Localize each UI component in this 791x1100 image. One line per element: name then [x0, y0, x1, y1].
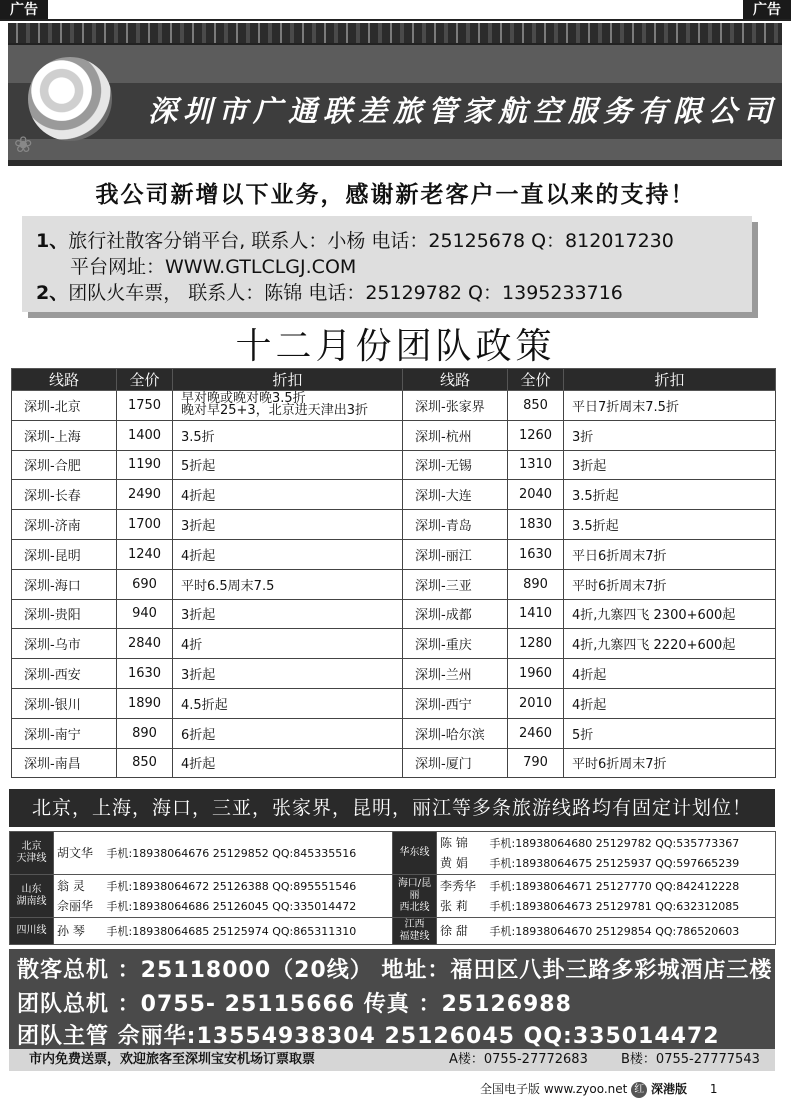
contact-group-row	[10, 832, 776, 875]
route-cell: 深圳-重庆	[403, 629, 508, 659]
price-cell: 1630	[508, 539, 564, 569]
discount-cell: 3折起	[173, 599, 403, 629]
company-logo-icon	[28, 57, 112, 141]
discount-cell: 平时6折周末7折	[564, 748, 776, 778]
services-box	[22, 216, 752, 312]
table-header-row	[12, 369, 776, 391]
header-price: 全价	[508, 369, 564, 391]
header-discount: 折扣	[173, 369, 403, 391]
service-text: 团队火车票， 联系人：陈锦 电话：25129782 Q：1395233716	[68, 282, 623, 304]
table-row	[12, 539, 776, 569]
contact-phone: 25126388	[212, 880, 269, 893]
service-item-2	[36, 280, 752, 306]
region-edition: 深港版	[651, 1082, 688, 1096]
contact-qq: QQ:597665239	[655, 857, 740, 870]
policy-table	[11, 368, 776, 778]
service-website: 平台网址：WWW.GTLCLGJ.COM	[70, 256, 357, 278]
discount-cell: 3.5折起	[564, 480, 776, 510]
contact-mobile: 手机:18938064686	[106, 900, 210, 913]
price-cell: 1310	[508, 450, 564, 480]
contact-qq: QQ:865311310	[272, 925, 357, 938]
table-row	[12, 510, 776, 540]
price-cell: 2840	[117, 629, 173, 659]
region-label: 华东线	[393, 832, 437, 875]
header-bottom-rule	[8, 160, 782, 166]
company-name: 深圳市广通联差旅管家航空服务有限公司	[148, 94, 779, 128]
discount-cell: 平日7折周末7.5折	[564, 391, 776, 421]
route-cell: 深圳-上海	[12, 420, 117, 450]
route-cell: 深圳-丽江	[403, 539, 508, 569]
contact-group-row	[10, 875, 776, 918]
top-rule	[0, 19, 791, 21]
contact-person	[57, 843, 389, 863]
contact-person	[57, 896, 389, 916]
header-route: 线路	[12, 369, 117, 391]
contact-name: 陈 锦	[440, 836, 468, 850]
table-row	[12, 748, 776, 778]
contact-name: 张 莉	[440, 899, 468, 913]
contact-people	[437, 832, 776, 875]
discount-cell: 5折起	[173, 450, 403, 480]
price-cell: 890	[117, 718, 173, 748]
contact-name: 翁 灵	[57, 879, 85, 893]
fixed-routes-banner: 北京，上海，海口，三亚，张家界，昆明，丽江等多条旅游线路均有固定计划位！	[9, 789, 775, 827]
contact-person	[440, 921, 772, 941]
price-cell: 2460	[508, 718, 564, 748]
contact-qq: QQ:845335516	[272, 847, 357, 860]
contact-phone: 25127770	[595, 880, 652, 893]
discount-cell: 3折起	[564, 450, 776, 480]
discount-cell: 4折起	[173, 539, 403, 569]
table-row	[12, 688, 776, 718]
price-cell: 890	[508, 569, 564, 599]
table-row	[12, 420, 776, 450]
contact-group-row	[10, 918, 776, 945]
flower-decoration-icon: ❀	[14, 133, 33, 158]
discount-cell: 平时6折周末7折	[564, 569, 776, 599]
header-price: 全价	[117, 369, 173, 391]
region-label: 江西 福建线	[393, 918, 437, 945]
delivery-note: 市内免费送票，欢迎旅客至深圳宝安机场订票取票	[29, 1052, 316, 1067]
discount-cell: 4折起	[564, 659, 776, 689]
route-cell: 深圳-厦门	[403, 748, 508, 778]
discount-cell: 4折起	[173, 480, 403, 510]
header-pattern	[8, 23, 782, 45]
price-cell: 1260	[508, 420, 564, 450]
contact-qq: QQ:895551546	[272, 880, 357, 893]
table-row	[12, 599, 776, 629]
route-cell: 深圳-大连	[403, 480, 508, 510]
contact-phone: 25125937	[595, 857, 652, 870]
building-a-phone: A楼：0755-27772683	[449, 1052, 588, 1067]
route-cell: 深圳-三亚	[403, 569, 508, 599]
route-cell: 深圳-北京	[12, 391, 117, 421]
contact-people	[437, 875, 776, 918]
contact-phone: 25126045	[212, 900, 269, 913]
price-cell: 1190	[117, 450, 173, 480]
price-cell: 690	[117, 569, 173, 599]
discount-cell: 4折起	[564, 688, 776, 718]
contact-people	[54, 875, 393, 918]
service-item-1	[36, 228, 752, 254]
table-row	[12, 659, 776, 689]
price-cell: 2010	[508, 688, 564, 718]
price-cell: 1750	[117, 391, 173, 421]
header-discount: 折扣	[564, 369, 776, 391]
table-row	[12, 718, 776, 748]
edition-badge-icon: 红	[631, 1082, 647, 1098]
route-cell: 深圳-哈尔滨	[403, 718, 508, 748]
route-cell: 深圳-长春	[12, 480, 117, 510]
contact-qq: QQ:786520603	[655, 925, 740, 938]
price-cell: 940	[117, 599, 173, 629]
route-cell: 深圳-张家界	[403, 391, 508, 421]
contact-person	[57, 876, 389, 896]
ticket-delivery-strip	[9, 1049, 775, 1071]
price-cell: 1890	[117, 688, 173, 718]
discount-cell: 早对晚或晚对晚3.5折 晚对早25+3，北京进天津出3折	[173, 391, 403, 421]
route-cell: 深圳-无锡	[403, 450, 508, 480]
service-number: 2、	[36, 282, 69, 304]
service-number: 1、	[36, 230, 69, 252]
group-hotline: 团队总机 ：0755- 25115666 传真 ：25126988	[17, 992, 572, 1017]
contact-qq: QQ:842412228	[655, 880, 740, 893]
contact-mobile: 手机:18938064672	[106, 880, 210, 893]
contact-people	[54, 918, 393, 945]
route-cell: 深圳-南宁	[12, 718, 117, 748]
headline: 我公司新增以下业务，感谢新老客户一直以来的支持！	[95, 182, 696, 208]
price-cell: 1410	[508, 599, 564, 629]
contact-person	[440, 833, 772, 853]
price-cell: 1630	[117, 659, 173, 689]
contact-name: 胡文华	[57, 846, 94, 860]
contact-mobile: 手机:18938064673	[489, 900, 593, 913]
contact-mobile: 手机:18938064680	[489, 837, 593, 850]
contact-phone: 25129854	[595, 925, 652, 938]
discount-cell: 3折	[564, 420, 776, 450]
route-cell: 深圳-西宁	[403, 688, 508, 718]
route-cell: 深圳-成都	[403, 599, 508, 629]
contact-mobile: 手机:18938064670	[489, 925, 593, 938]
contact-qq: QQ:632312085	[655, 900, 740, 913]
hotline-block	[9, 949, 775, 1049]
contact-name: 黄 娟	[440, 856, 468, 870]
discount-cell: 3.5折	[173, 420, 403, 450]
contact-mobile: 手机:18938064671	[489, 880, 593, 893]
route-cell: 深圳-青岛	[403, 510, 508, 540]
contact-person	[440, 853, 772, 873]
contact-phone: 25125974	[212, 925, 269, 938]
contact-qq: QQ:335014472	[272, 900, 357, 913]
contact-name: 徐 甜	[440, 924, 468, 938]
ad-label-left: 广告	[0, 0, 48, 20]
contact-name: 佘丽华	[57, 899, 94, 913]
company-header	[8, 23, 782, 166]
price-cell: 790	[508, 748, 564, 778]
discount-cell: 4.5折起	[173, 688, 403, 718]
route-cell: 深圳-杭州	[403, 420, 508, 450]
table-row	[12, 450, 776, 480]
region-label: 四川线	[10, 918, 54, 945]
route-cell: 深圳-乌市	[12, 629, 117, 659]
route-cell: 深圳-合肥	[12, 450, 117, 480]
page-footer	[480, 1080, 718, 1098]
contact-phone: 25129852	[212, 847, 269, 860]
contact-name: 孙 琴	[57, 924, 85, 938]
contact-people	[54, 832, 393, 875]
discount-cell: 4折,九寨四飞 2300+600起	[564, 599, 776, 629]
route-cell: 深圳-昆明	[12, 539, 117, 569]
price-cell: 2040	[508, 480, 564, 510]
contact-mobile: 手机:18938064675	[489, 857, 593, 870]
route-cell: 深圳-海口	[12, 569, 117, 599]
route-cell: 深圳-兰州	[403, 659, 508, 689]
contact-person	[440, 896, 772, 916]
route-cell: 深圳-南昌	[12, 748, 117, 778]
price-cell: 1400	[117, 420, 173, 450]
discount-cell: 3折起	[173, 659, 403, 689]
contact-name: 李秀华	[440, 879, 477, 893]
price-cell: 1700	[117, 510, 173, 540]
individual-hotline: 散客总机 ：25118000（20线） 地址：福田区八卦三路多彩城酒店三楼	[17, 958, 773, 983]
price-cell: 1240	[117, 539, 173, 569]
contact-person	[57, 921, 389, 941]
discount-cell: 平时6.5周末7.5	[173, 569, 403, 599]
service-text: 旅行社散客分销平台, 联系人：小杨 电话：25125678 Q：812017230	[68, 230, 674, 252]
price-cell: 850	[117, 748, 173, 778]
contacts-table	[9, 831, 776, 945]
price-cell: 1960	[508, 659, 564, 689]
contact-qq: QQ:535773367	[655, 837, 740, 850]
price-cell: 1280	[508, 629, 564, 659]
route-cell: 深圳-西安	[12, 659, 117, 689]
route-cell: 深圳-银川	[12, 688, 117, 718]
header-route: 线路	[403, 369, 508, 391]
page-number: 1	[709, 1082, 718, 1096]
price-cell: 2490	[117, 480, 173, 510]
contact-person	[440, 876, 772, 896]
contact-phone: 25129781	[595, 900, 652, 913]
price-cell: 1830	[508, 510, 564, 540]
price-cell: 850	[508, 391, 564, 421]
region-label: 山东 湖南线	[10, 875, 54, 918]
discount-cell: 5折	[564, 718, 776, 748]
table-row	[12, 569, 776, 599]
discount-cell: 4折,九寨四飞 2220+600起	[564, 629, 776, 659]
building-b-phone: B楼：0755-27777543	[621, 1052, 760, 1067]
table-row	[12, 480, 776, 510]
discount-cell: 平日6折周末7折	[564, 539, 776, 569]
group-manager: 团队主管 佘丽华:13554938304 25126045 QQ:335014472	[17, 1024, 720, 1049]
edition-label: 全国电子版 www.zyoo.net	[480, 1082, 628, 1096]
table-row	[12, 391, 776, 421]
contact-people	[437, 918, 776, 945]
route-cell: 深圳-贵阳	[12, 599, 117, 629]
contact-phone: 25129782	[595, 837, 652, 850]
discount-cell: 3.5折起	[564, 510, 776, 540]
route-cell: 深圳-济南	[12, 510, 117, 540]
region-label: 海口/昆丽 西北线	[393, 875, 437, 918]
table-row	[12, 629, 776, 659]
policy-title: 十二月份团队政策	[235, 326, 556, 367]
region-label: 北京 天津线	[10, 832, 54, 875]
discount-cell: 4折起	[173, 748, 403, 778]
discount-cell: 3折起	[173, 510, 403, 540]
discount-cell: 4折	[173, 629, 403, 659]
discount-cell: 6折起	[173, 718, 403, 748]
contact-mobile: 手机:18938064676	[106, 847, 210, 860]
ad-label-right: 广告	[743, 0, 791, 20]
contact-mobile: 手机:18938064685	[106, 925, 210, 938]
